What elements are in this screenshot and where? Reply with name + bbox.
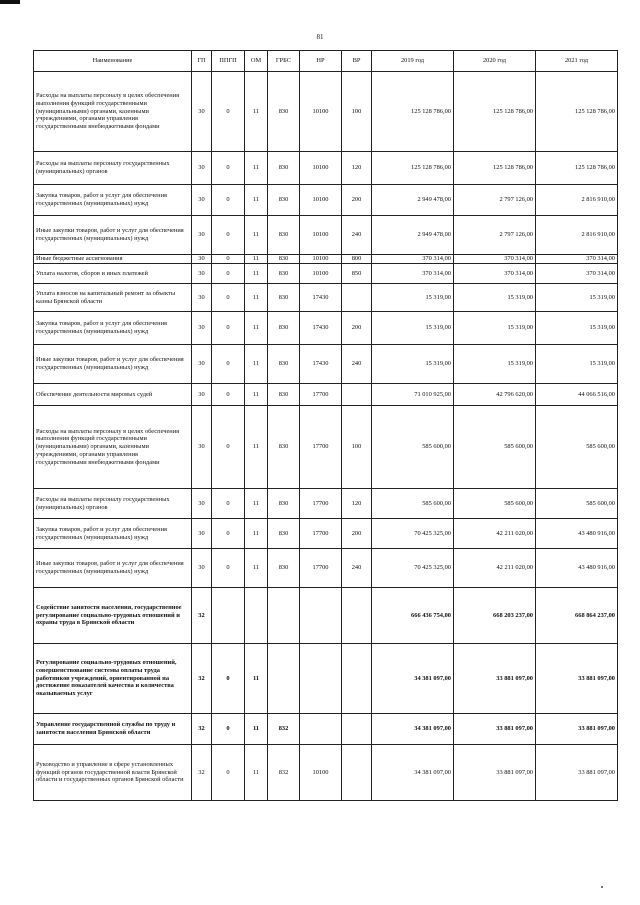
cell-name: Иные бюджетные ассигнования bbox=[34, 255, 192, 264]
cell-y2019: 2 949 478,00 bbox=[372, 216, 454, 255]
cell-gp: 32 bbox=[192, 745, 212, 801]
cell-y2019: 71 010 925,00 bbox=[372, 384, 454, 406]
cell-ppgp: 0 bbox=[212, 384, 245, 406]
cell-ppgp: 0 bbox=[212, 345, 245, 384]
cell-y2021: 2 816 910,00 bbox=[536, 185, 618, 216]
cell-grbs: 830 bbox=[268, 312, 300, 345]
cell-name: Уплата взносов на капитальный ремонт за объекты казны Брянской области bbox=[34, 284, 192, 312]
cell-y2019: 15 319,00 bbox=[372, 284, 454, 312]
cell-ppgp: 0 bbox=[212, 284, 245, 312]
table-row bbox=[34, 588, 618, 644]
table-row bbox=[34, 72, 618, 152]
cell-grbs: 830 bbox=[268, 345, 300, 384]
cell-grbs: 832 bbox=[268, 745, 300, 801]
scan-speck bbox=[601, 886, 603, 888]
cell-om bbox=[245, 588, 268, 644]
cell-vr bbox=[342, 745, 372, 801]
cell-name: Регулирование социально-трудовых отношений, совершенствование системы оплаты труда работников учреждений, ориентированной на достижение показателей качества и количества оказываемых услуг bbox=[34, 644, 192, 714]
cell-gp: 32 bbox=[192, 644, 212, 714]
cell-om: 11 bbox=[245, 745, 268, 801]
cell-y2020: 370 314,00 bbox=[454, 255, 536, 264]
cell-vr: 240 bbox=[342, 216, 372, 255]
cell-om: 11 bbox=[245, 644, 268, 714]
cell-gp: 30 bbox=[192, 255, 212, 264]
table-row bbox=[34, 714, 618, 745]
cell-vr: 200 bbox=[342, 185, 372, 216]
cell-grbs: 830 bbox=[268, 255, 300, 264]
cell-y2019: 15 319,00 bbox=[372, 345, 454, 384]
table-row bbox=[34, 644, 618, 714]
cell-om: 11 bbox=[245, 284, 268, 312]
header-name: Наименование bbox=[34, 51, 192, 72]
cell-y2021: 44 066 516,00 bbox=[536, 384, 618, 406]
cell-ppgp: 0 bbox=[212, 255, 245, 264]
cell-grbs: 830 bbox=[268, 216, 300, 255]
cell-ppgp: 0 bbox=[212, 745, 245, 801]
cell-grbs bbox=[268, 644, 300, 714]
cell-om: 11 bbox=[245, 216, 268, 255]
cell-vr: 800 bbox=[342, 255, 372, 264]
cell-vr: 240 bbox=[342, 345, 372, 384]
cell-name: Управление государственной службы по труду и занятости населения Брянской области bbox=[34, 714, 192, 745]
cell-name: Расходы на выплаты персоналу государственных (муниципальных) органов bbox=[34, 489, 192, 519]
cell-gp: 32 bbox=[192, 714, 212, 745]
header-2020: 2020 год bbox=[454, 51, 536, 72]
cell-name: Закупка товаров, работ и услуг для обеспечения государственных (муниципальных) нужд bbox=[34, 185, 192, 216]
cell-name: Руководство и управление в сфере установленных функций органов государственной власти Брянской области и государственных органов Брянской области bbox=[34, 745, 192, 801]
table-header-row bbox=[34, 51, 618, 72]
cell-gp: 30 bbox=[192, 216, 212, 255]
cell-grbs: 830 bbox=[268, 152, 300, 185]
cell-name: Закупка товаров, работ и услуг для обеспечения государственных (муниципальных) нужд bbox=[34, 519, 192, 549]
cell-ppgp: 0 bbox=[212, 152, 245, 185]
cell-y2021: 125 128 786,00 bbox=[536, 152, 618, 185]
cell-grbs: 830 bbox=[268, 264, 300, 284]
cell-y2019: 34 381 097,00 bbox=[372, 745, 454, 801]
cell-gp: 30 bbox=[192, 312, 212, 345]
table-row bbox=[34, 312, 618, 345]
cell-name: Обеспечение деятельности мировых судей bbox=[34, 384, 192, 406]
table-row bbox=[34, 264, 618, 284]
cell-np bbox=[300, 588, 342, 644]
cell-gp: 30 bbox=[192, 345, 212, 384]
page-number: 81 bbox=[316, 33, 324, 41]
cell-np bbox=[300, 644, 342, 714]
cell-y2019: 585 600,00 bbox=[372, 406, 454, 489]
cell-om: 11 bbox=[245, 549, 268, 588]
table-row bbox=[34, 216, 618, 255]
cell-y2020: 668 203 237,00 bbox=[454, 588, 536, 644]
cell-om: 11 bbox=[245, 264, 268, 284]
cell-y2020: 15 319,00 bbox=[454, 312, 536, 345]
cell-grbs: 830 bbox=[268, 489, 300, 519]
cell-y2021: 370 314,00 bbox=[536, 255, 618, 264]
cell-y2020: 42 796 620,00 bbox=[454, 384, 536, 406]
cell-vr bbox=[342, 644, 372, 714]
table-row bbox=[34, 255, 618, 264]
cell-y2021: 125 128 786,00 bbox=[536, 72, 618, 152]
cell-y2020: 33 881 097,00 bbox=[454, 745, 536, 801]
cell-y2020: 370 314,00 bbox=[454, 264, 536, 284]
cell-np: 10100 bbox=[300, 216, 342, 255]
table-row bbox=[34, 185, 618, 216]
cell-np: 17430 bbox=[300, 312, 342, 345]
table-row bbox=[34, 745, 618, 801]
cell-y2019: 585 600,00 bbox=[372, 489, 454, 519]
cell-np: 10100 bbox=[300, 72, 342, 152]
header-2019: 2019 год bbox=[372, 51, 454, 72]
cell-y2021: 33 881 097,00 bbox=[536, 644, 618, 714]
cell-vr bbox=[342, 284, 372, 312]
cell-y2019: 125 128 786,00 bbox=[372, 152, 454, 185]
cell-np: 17430 bbox=[300, 345, 342, 384]
table-row bbox=[34, 489, 618, 519]
cell-np: 10100 bbox=[300, 255, 342, 264]
cell-ppgp: 0 bbox=[212, 489, 245, 519]
cell-vr: 200 bbox=[342, 519, 372, 549]
header-vr: ВР bbox=[342, 51, 372, 72]
cell-grbs: 830 bbox=[268, 384, 300, 406]
cell-gp: 30 bbox=[192, 489, 212, 519]
cell-np: 17700 bbox=[300, 519, 342, 549]
cell-vr bbox=[342, 588, 372, 644]
cell-y2020: 2 797 126,00 bbox=[454, 216, 536, 255]
cell-y2019: 666 436 754,00 bbox=[372, 588, 454, 644]
cell-vr bbox=[342, 714, 372, 745]
cell-y2021: 2 816 910,00 bbox=[536, 216, 618, 255]
cell-y2019: 34 381 097,00 bbox=[372, 714, 454, 745]
cell-y2020: 2 797 126,00 bbox=[454, 185, 536, 216]
cell-y2021: 33 881 097,00 bbox=[536, 714, 618, 745]
cell-name: Содействие занятости населения, государственное регулирование социально-трудовых отношений и охраны труда в Брянской области bbox=[34, 588, 192, 644]
budget-table bbox=[33, 50, 618, 801]
cell-y2019: 2 949 478,00 bbox=[372, 185, 454, 216]
cell-y2021: 43 480 916,00 bbox=[536, 549, 618, 588]
cell-name: Расходы на выплаты персоналу государственных (муниципальных) органов bbox=[34, 152, 192, 185]
table-row bbox=[34, 345, 618, 384]
cell-np: 17700 bbox=[300, 549, 342, 588]
cell-y2019: 34 381 097,00 bbox=[372, 644, 454, 714]
cell-ppgp: 0 bbox=[212, 644, 245, 714]
cell-y2020: 125 128 786,00 bbox=[454, 152, 536, 185]
cell-vr: 200 bbox=[342, 312, 372, 345]
cell-gp: 32 bbox=[192, 588, 212, 644]
cell-ppgp: 0 bbox=[212, 72, 245, 152]
cell-grbs: 832 bbox=[268, 714, 300, 745]
cell-name: Закупка товаров, работ и услуг для обеспечения государственных (муниципальных) нужд bbox=[34, 312, 192, 345]
cell-om: 11 bbox=[245, 312, 268, 345]
cell-np: 10100 bbox=[300, 185, 342, 216]
cell-om: 11 bbox=[245, 406, 268, 489]
cell-grbs: 830 bbox=[268, 185, 300, 216]
cell-np: 17700 bbox=[300, 384, 342, 406]
header-grbs: ГРБС bbox=[268, 51, 300, 72]
cell-ppgp: 0 bbox=[212, 519, 245, 549]
cell-gp: 30 bbox=[192, 185, 212, 216]
cell-vr: 850 bbox=[342, 264, 372, 284]
cell-gp: 30 bbox=[192, 72, 212, 152]
cell-om: 11 bbox=[245, 489, 268, 519]
cell-np: 10100 bbox=[300, 152, 342, 185]
cell-y2021: 585 600,00 bbox=[536, 406, 618, 489]
cell-ppgp: 0 bbox=[212, 549, 245, 588]
cell-y2021: 33 881 097,00 bbox=[536, 745, 618, 801]
cell-y2019: 70 425 325,00 bbox=[372, 549, 454, 588]
cell-y2019: 70 425 325,00 bbox=[372, 519, 454, 549]
cell-np: 17700 bbox=[300, 489, 342, 519]
cell-vr: 240 bbox=[342, 549, 372, 588]
cell-y2020: 42 211 020,00 bbox=[454, 549, 536, 588]
cell-vr: 100 bbox=[342, 406, 372, 489]
cell-y2020: 125 128 786,00 bbox=[454, 72, 536, 152]
cell-y2020: 42 211 020,00 bbox=[454, 519, 536, 549]
cell-y2021: 668 864 237,00 bbox=[536, 588, 618, 644]
cell-name: Иные закупки товаров, работ и услуг для обеспечения государственных (муниципальных) нужд bbox=[34, 345, 192, 384]
cell-y2019: 370 314,00 bbox=[372, 255, 454, 264]
cell-name: Расходы на выплаты персоналу в целях обеспечения выполнения функций государственными (муниципальными) органами, казенными учреждениями, органами управления государственными внебюджетными фондами bbox=[34, 406, 192, 489]
cell-y2021: 15 319,00 bbox=[536, 345, 618, 384]
table-row bbox=[34, 549, 618, 588]
table-row bbox=[34, 384, 618, 406]
cell-om: 11 bbox=[245, 714, 268, 745]
cell-ppgp: 0 bbox=[212, 185, 245, 216]
cell-vr bbox=[342, 384, 372, 406]
cell-grbs: 830 bbox=[268, 406, 300, 489]
cell-om: 11 bbox=[245, 185, 268, 216]
cell-grbs: 830 bbox=[268, 549, 300, 588]
cell-vr: 120 bbox=[342, 489, 372, 519]
table-row bbox=[34, 519, 618, 549]
cell-om: 11 bbox=[245, 255, 268, 264]
header-om: ОМ bbox=[245, 51, 268, 72]
header-ppgp: ППГП bbox=[212, 51, 245, 72]
cell-grbs: 830 bbox=[268, 72, 300, 152]
cell-vr: 100 bbox=[342, 72, 372, 152]
cell-grbs: 830 bbox=[268, 519, 300, 549]
cell-np bbox=[300, 714, 342, 745]
cell-om: 11 bbox=[245, 72, 268, 152]
cell-gp: 30 bbox=[192, 384, 212, 406]
cell-om: 11 bbox=[245, 384, 268, 406]
cell-y2019: 125 128 786,00 bbox=[372, 72, 454, 152]
cell-gp: 30 bbox=[192, 519, 212, 549]
cell-gp: 30 bbox=[192, 549, 212, 588]
cell-gp: 30 bbox=[192, 406, 212, 489]
cell-ppgp: 0 bbox=[212, 216, 245, 255]
cell-gp: 30 bbox=[192, 152, 212, 185]
cell-ppgp: 0 bbox=[212, 264, 245, 284]
cell-grbs bbox=[268, 588, 300, 644]
cell-y2019: 370 314,00 bbox=[372, 264, 454, 284]
header-np: НР bbox=[300, 51, 342, 72]
cell-y2021: 15 319,00 bbox=[536, 284, 618, 312]
table-row bbox=[34, 152, 618, 185]
cell-y2020: 15 319,00 bbox=[454, 345, 536, 384]
cell-om: 11 bbox=[245, 152, 268, 185]
cell-ppgp: 0 bbox=[212, 714, 245, 745]
cell-ppgp: 0 bbox=[212, 406, 245, 489]
cell-y2019: 15 319,00 bbox=[372, 312, 454, 345]
cell-np: 17430 bbox=[300, 284, 342, 312]
header-2021: 2021 год bbox=[536, 51, 618, 72]
header-gp: ГП bbox=[192, 51, 212, 72]
cell-y2020: 15 319,00 bbox=[454, 284, 536, 312]
cell-y2020: 585 600,00 bbox=[454, 489, 536, 519]
cell-y2021: 15 319,00 bbox=[536, 312, 618, 345]
cell-om: 11 bbox=[245, 345, 268, 384]
cell-ppgp: 0 bbox=[212, 312, 245, 345]
cell-gp: 30 bbox=[192, 284, 212, 312]
cell-gp: 30 bbox=[192, 264, 212, 284]
cell-name: Расходы на выплаты персоналу в целях обеспечения выполнения функций государственными (муниципальными) органами, казенными учреждениями, органами управления государственными внебюджетными фондами bbox=[34, 72, 192, 152]
cell-grbs: 830 bbox=[268, 284, 300, 312]
cell-y2021: 43 480 916,00 bbox=[536, 519, 618, 549]
table-row bbox=[34, 406, 618, 489]
scan-corner-mark bbox=[0, 0, 20, 4]
cell-y2021: 370 314,00 bbox=[536, 264, 618, 284]
cell-y2020: 585 600,00 bbox=[454, 406, 536, 489]
cell-om: 11 bbox=[245, 519, 268, 549]
cell-np: 17700 bbox=[300, 406, 342, 489]
cell-ppgp bbox=[212, 588, 245, 644]
cell-y2020: 33 881 097,00 bbox=[454, 714, 536, 745]
cell-name: Иные закупки товаров, работ и услуг для обеспечения государственных (муниципальных) нужд bbox=[34, 549, 192, 588]
cell-name: Иные закупки товаров, работ и услуг для обеспечения государственных (муниципальных) нужд bbox=[34, 216, 192, 255]
cell-y2021: 585 600,00 bbox=[536, 489, 618, 519]
cell-np: 10100 bbox=[300, 264, 342, 284]
cell-y2020: 33 881 097,00 bbox=[454, 644, 536, 714]
table-row bbox=[34, 284, 618, 312]
cell-np: 10100 bbox=[300, 745, 342, 801]
cell-name: Уплата налогов, сборов и иных платежей bbox=[34, 264, 192, 284]
cell-vr: 120 bbox=[342, 152, 372, 185]
